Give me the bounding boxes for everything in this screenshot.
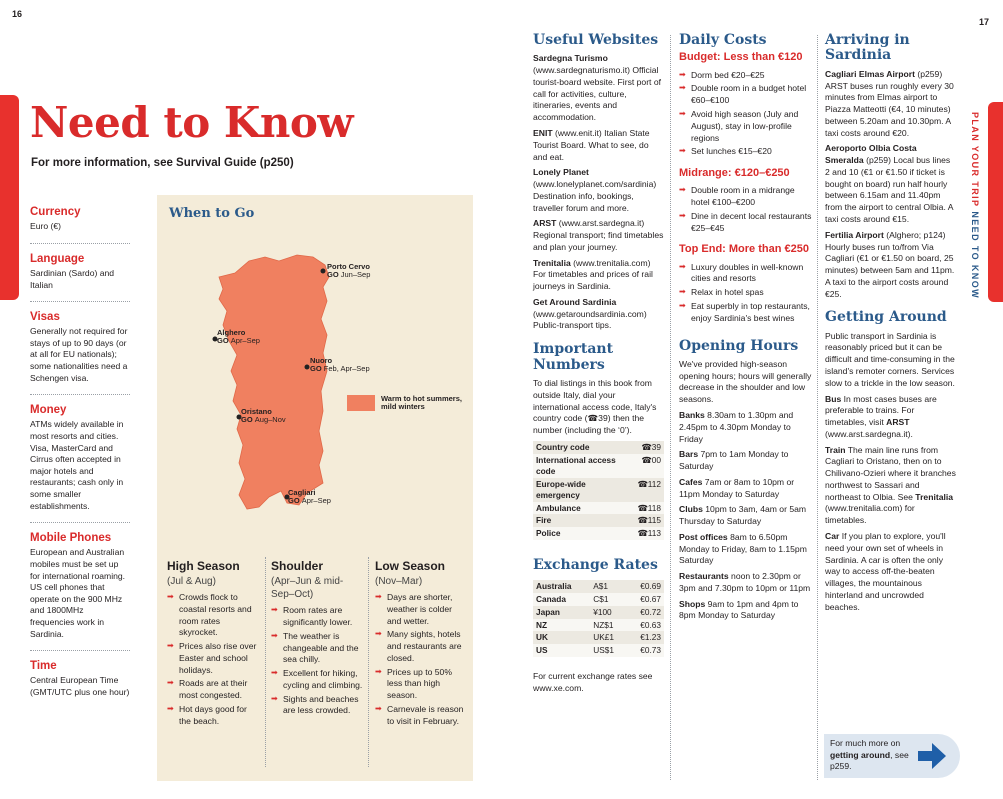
map-dot-porto-cervo [321,269,326,274]
arriving-item: Aeroporto Olbia Costa Smeralda (p259) Local bus lines 2 and 10 (€1 or €1.50 if ticket is bought on board) run half hourly between 6.15am and 11.40pm from the airport to central Olbia. A taxi costs around €15. [825,143,954,224]
season-low-item: ➡ Many sights, hotels and restaurants are closed. [375,629,467,664]
hours-item: Shops 9am to 1pm and 4pm to 8pm Monday to Saturday [679,598,799,621]
map-label-alghero: Alghero GO Apr–Sep [217,328,260,346]
table-row: NZ NZ$1 €0.63 [533,619,664,632]
map-label-porto-cervo: Porto Cervo GO Jun–Sep [327,262,371,280]
season-shoulder-item: ➡ Room rates are significantly lower. [271,605,365,629]
season-shoulder-range: (Apr–Jun & mid-Sep–Oct) [271,575,344,601]
see-more-callout[interactable] [824,734,960,778]
map-label-cagliari: Cagliari GO Apr–Sep [288,488,331,506]
midrange-heading: Midrange: €120–€250 [679,167,790,180]
website-item: Get Around Sardinia (www.getaroundsardinia.com) Public-transport tips. [533,296,647,331]
legend-label: Warm to hot summers, mild winters [381,394,462,412]
when-to-go-heading: When to Go [169,206,255,221]
topend-item: ➡ Relax in hotel spas [679,287,812,299]
table-row: Fire ☎115 [533,514,664,527]
table-row: Europe-wide emergency ☎112 [533,478,664,502]
language-heading: Language [30,252,85,265]
season-divider [368,557,369,767]
right-red-tab [988,102,1003,302]
table-row: Canada C$1 €0.67 [533,593,664,606]
language-text: Sardinian (Sardo) and Italian [30,267,115,290]
col-arriving-getting [825,33,957,617]
when-to-go-panel [157,195,473,781]
table-row: US US$1 €0.73 [533,644,664,657]
budget-item: ➡ Set lunches €15–€20 [679,146,812,158]
hours-item: Cafes 7am or 8am to 10pm or 11pm Monday to Saturday [679,476,795,499]
table-row: UK UK£1 €1.23 [533,631,664,644]
midrange-item: ➡ Dine in decent local restaurants €25–€45 [679,211,812,235]
mobile-block [30,531,130,651]
currency-heading: Currency [30,206,81,218]
season-high-item: ➡ Prices also rise over Easter and school holidays. [167,641,261,676]
season-low-heading: Low Season [375,559,446,573]
map-label-oristano: Oristano GO Aug–Nov [241,407,286,425]
season-high-item: ➡ Crowds flock to coastal resorts and room rates skyrocket. [167,592,261,639]
page-title: Need to Know [30,98,354,147]
visas-heading: Visas [30,311,60,324]
arriving-heading: Arriving in Sardinia [825,32,910,64]
exchange-note: For current exchange rates see www.xe.com. [533,671,653,694]
website-item: ARST (www.arst.sardegna.it) Regional transport; find timetables and plan your journey. [533,218,664,252]
map-label-nuoro: Nuoro GO Feb, Apr–Sep [310,356,370,374]
arriving-item: Fertilia Airport (Alghero; p124) Hourly buses run to/from Via Cagliari (€1 or €1.50 on board, 25 minutes) between 5am and 11pm. A taxi to the airport costs around €25. [825,229,955,299]
currency-text: Euro (€) [30,221,62,232]
time-heading: Time [30,660,57,673]
language-block [30,252,130,302]
season-low-item: ➡ Carnevale is reason to visit in February. [375,704,467,728]
legend-swatch [347,395,375,411]
column-divider [817,35,818,780]
table-row: Country code ☎39 [533,441,664,454]
left-column [30,205,130,698]
time-text: Central European Time (GMT/UTC plus one hour) [30,675,130,697]
hours-item: Bars 7pm to 1am Monday to Saturday [679,449,789,472]
season-low-item: ➡ Prices up to 50% less than high season. [375,667,467,702]
topend-item: ➡ Luxury doubles in well-known cities and resorts [679,262,812,286]
numbers-table [533,441,664,541]
left-red-tab [0,95,19,300]
hours-intro: We've provided high-season opening hours; hours will generally decrease in the shoulder and low seasons. [679,358,812,405]
column-divider [670,35,671,780]
season-low-item: ➡ Days are shorter, weather is colder and wetter. [375,592,467,627]
season-shoulder-item: ➡ Excellent for hiking, cycling and climbing. [271,668,365,692]
money-block [30,403,130,523]
topend-heading: Top End: More than €250 [679,243,809,256]
costs-heading: Daily Costs [679,32,767,48]
season-shoulder [271,559,365,719]
hours-item: Clubs 10pm to 3am, 4am or 5am Thursday to Saturday [679,504,807,527]
budget-item: ➡ Avoid high season (July and August), stay in low-profile regions [679,109,812,144]
island-shape [219,255,329,509]
numbers-heading: Important Numbers [533,341,614,373]
visas-text: Generally not required for stays of up to 90 days (or at all for EU nationals); some nationalities need a Schengen visa. [30,326,128,383]
time-block [30,659,130,698]
season-high-item: ➡ Roads are at their most congested. [167,678,261,702]
topend-item: ➡ Eat superbly in top restaurants, enjoy Sardinia's best wines [679,301,812,325]
hours-heading: Opening Hours [679,337,799,354]
website-item: Lonely Planet (www.lonelyplanet.com/sardinia) Destination info, bookings, traveller forum and more. [533,167,657,213]
website-item: Trenitalia (www.trenitalia.com) For timetables and prices of rail journeys in Sardinia. [533,257,653,292]
exchange-table [533,580,664,658]
exchange-heading: Exchange Rates [533,557,658,574]
mobile-text: European and Australian mobiles must be set up for international roaming. US cell phones that operate on the 900 MHz and 1800MHz frequencies work in Sardinia. [30,547,126,639]
budget-item: ➡ Double room in a budget hotel €60–€100 [679,83,812,107]
table-row: Japan ¥100 €0.72 [533,606,664,619]
websites-heading: Useful Websites [533,32,659,48]
website-item: Sardegna Turismo (www.sardegnaturismo.it) Official tourist-board website. First port of call for activities, culture, itineraries, events and accommodation. [533,53,661,123]
getting-heading: Getting Around [825,309,947,326]
season-high [167,559,261,729]
map-dot-nuoro [305,365,310,370]
page-number-left: 16 [12,9,23,19]
season-shoulder-item: ➡ Sights and beaches are less crowded. [271,694,365,718]
arriving-item: Cagliari Elmas Airport (p259) ARST buses run roughly every 30 minutes from Elmas airport to Piazza Matteotti (€4, 10 minutes) between 5.20am and 10.30pm. A taxi costs around €20. [825,68,954,138]
season-high-range: (Jul & Aug) [167,575,216,587]
side-tab-label: PLAN YOUR TRIP NEED TO KNOW [969,112,980,299]
col-websites-numbers [533,33,664,699]
website-item: ENIT (www.enit.it) Italian State Tourist Board. What to see, do and eat. [533,127,650,162]
season-shoulder-heading: Shoulder [271,559,324,573]
getting-intro: Public transport in Sardinia is reasonably priced but it can be difficult and time-consuming in the island's remoter corners. Services slow to a trickle in the low season. [825,330,955,388]
hours-item: Post offices 8am to 6.50pm Monday to Friday, 8am to 1.15pm Saturday [679,531,807,566]
getting-item: Car If you plan to explore, you'll need your own set of wheels in Sardinia. A car is often the only way to access off-the-beaten villages, the mountainous hinterland and uncrowded beaches. [825,530,946,612]
budget-item: ➡ Dorm bed €20–€25 [679,70,812,82]
mobile-heading: Mobile Phones [30,532,112,545]
see-more-text: For much more on getting around, see p259. [830,738,909,772]
midrange-item: ➡ Double room in a midrange hotel €100–€200 [679,185,812,209]
season-shoulder-item: ➡ The weather is changeable and the sea chilly. [271,631,365,666]
table-row: Australia A$1 €0.69 [533,580,664,593]
getting-item: Train The main line runs from Cagliari to Oristano, then on to Chilivano-Ozieri where it branches northwest to Sassari and northeast to Olbia. See Trenitalia (www.trenitalia.com) for timetables. [825,444,956,526]
page-number-right: 17 [978,17,989,27]
getting-item: Bus In most cases buses are preferable to trains. For timetables, visit ARST (www.arst.sardegna.it). [825,393,937,439]
season-high-item: ➡ Hot days good for the beach. [167,704,261,728]
money-text: ATMs widely available in most resorts and cities. Visa, MasterCard and Cirrus often accepted in major hotels and restaurants; cash only in some smaller establishments. [30,419,124,511]
visas-block [30,310,130,395]
currency-block [30,205,130,244]
season-low-range: (Nov–Mar) [375,575,423,587]
hours-item: Banks 8.30am to 1.30pm and 2.45pm to 4.30pm Monday to Friday [679,409,794,444]
table-row: Police ☎113 [533,527,664,540]
season-low [375,559,467,729]
hours-item: Restaurants noon to 2.30pm or 3pm and 7.30pm to 10pm or 11pm [679,571,811,593]
arrow-right-icon [916,741,948,771]
season-high-heading: High Season [167,559,240,573]
page-subtitle: For more information, see Survival Guide (p250) [31,157,294,169]
season-divider [265,557,266,767]
money-heading: Money [30,404,67,417]
table-row: Ambulance ☎118 [533,502,664,515]
col-costs-hours [679,33,812,626]
numbers-intro: To dial listings in this book from outside Italy, dial your international access code, Italy's country code (☎39) then the number (including the ‘0’). [533,378,657,436]
table-row: International access code ☎00 [533,454,664,478]
budget-heading: Budget: Less than €120 [679,51,803,64]
